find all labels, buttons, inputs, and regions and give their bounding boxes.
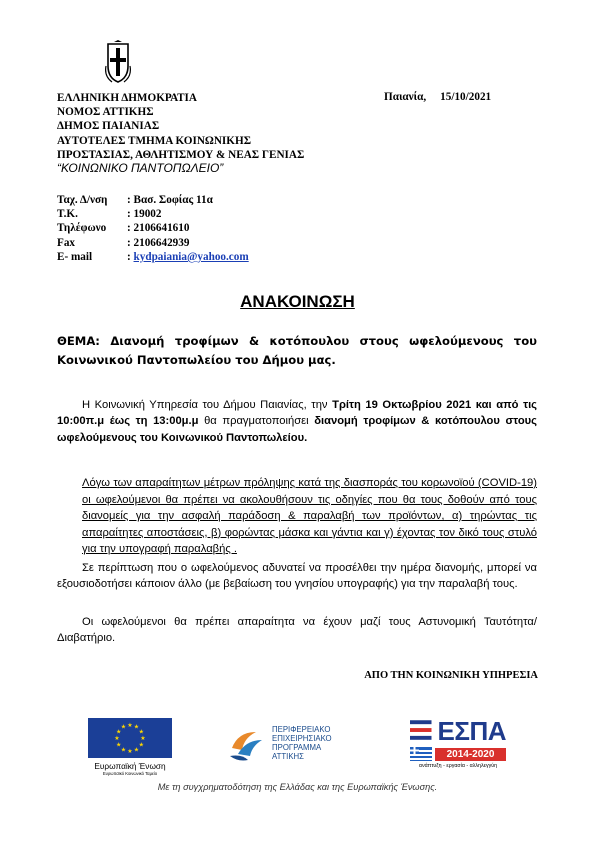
svg-text:★: ★: [114, 735, 120, 742]
p2-conditions: α) τηρώντας τις απαραίτητες αποστάσεις, β) φορώντας μάσκα και γάντια και γ) έχοντας τον δικό τους στυλό για την υπογραφή παραλαβής .: [82, 510, 537, 555]
svg-text:★: ★: [116, 728, 122, 736]
contact-row: [57, 193, 249, 207]
svg-text:★: ★: [127, 748, 133, 755]
greek-emblem-icon: [104, 40, 132, 84]
date: 15/10/2021: [440, 91, 492, 103]
contact-label: Ταχ. Δ/νση: [57, 194, 108, 206]
contact-value: : 2106642939: [127, 236, 190, 249]
attica-line: ΕΠΙΧΕΙΡΗΣΙΑΚΟ: [272, 734, 332, 743]
p1-emphasis: διανομή τροφίμων & κοτόπουλου στους ωφελούμενους του Κοινωνικού Παντοπωλείου.: [57, 415, 537, 444]
eu-subcaption: Ευρωπαϊκό Κοινωνικό Ταμείο: [102, 771, 158, 776]
pantopoleio-label: “ΚΟΙΝΩΝΙΚΟ ΠΑΝΤΟΠΩΛΕΙΟ”: [57, 161, 224, 175]
espa-mark-icon: [410, 718, 432, 744]
eu-flag-icon: [88, 718, 172, 758]
attica-line: ΠΡΟΓΡΑΜΜΑ: [272, 743, 322, 752]
svg-text:★: ★: [127, 722, 133, 729]
attica-text: [272, 725, 332, 761]
espa-logo: [410, 717, 506, 769]
signature: ΑΠΟ ΤΗΝ ΚΟΙΝΩΝΙΚΗ ΥΠΗΡΕΣΙΑ: [364, 670, 538, 681]
header-line: ΔΗΜΟΣ ΠΑΙΑΝΙΑΣ: [57, 120, 160, 133]
contact-label: E- mail: [57, 250, 93, 263]
contact-label: Τ.Κ.: [57, 208, 78, 221]
p2-text: Λόγω των απαραίτητων μέτρων πρόληψης κατά της διασποράς του κορωνοϊού (COVID-19) οι ωφελούμενοι θα πρέπει να ακολουθήσουν τις οδηγίες που θα τους δοθούν από τους διανομείς για την ασφαλή παράδοση & παραλαβή των προϊόντων,: [82, 477, 537, 522]
svg-text:★: ★: [138, 728, 144, 736]
contact-value: : Βασ. Σοφίας 11α: [127, 194, 213, 206]
greek-flag-icon: [410, 747, 432, 761]
contact-prefix: :: [127, 250, 134, 263]
svg-text:★: ★: [116, 741, 122, 749]
p1-text: θα πραγματοποιήσει: [198, 415, 315, 428]
espa-subtitle: ανάπτυξη - εργασία - αλληλεγγύη: [418, 763, 498, 769]
contact-block: [57, 193, 249, 264]
header-line: ΑΥΤΟΤΕΛΕΣ ΤΜΗΜΑ ΚΟΙΝΩΝΙΚΗΣ: [57, 134, 252, 147]
header-line: ΠΡΟΣΤΑΣΙΑΣ, ΑΘΛΗΤΙΣΜΟΥ & ΝΕΑΣ ΓΕΝΙΑΣ: [57, 148, 305, 161]
email-link[interactable]: kydpaiania@yahoo.com: [133, 250, 249, 263]
attica-line: ΑΤΤΙΚΗΣ: [272, 752, 304, 761]
svg-text:★: ★: [120, 746, 127, 754]
svg-text:★: ★: [133, 723, 140, 731]
contact-row: [57, 221, 249, 235]
cofunding-note: Με τη συγχρηματοδότηση της Ελλάδας και της Ευρωπαϊκής Ένωσης.: [157, 782, 438, 792]
announcement-title: ΑΝΑΚΟΙΝΩΣΗ: [240, 292, 355, 311]
eu-caption: Ευρωπαϊκή Ένωση: [94, 761, 166, 771]
contact-row: [57, 207, 249, 221]
contact-value: : 2106641610: [127, 222, 190, 235]
eu-logo: [88, 718, 172, 776]
svg-text:★: ★: [138, 741, 144, 749]
contact-value: : 19002: [127, 208, 162, 221]
paragraph-authorization: Σε περίπτωση που ο ωφελούμενος αδυνατεί να προσέλθει την ημέρα διανομής, μπορεί να εξουσιοδοτήσει κάποιον άλλο (με βεβαίωση του γνησίου υπογραφής) για την παραλαβή τους.: [57, 562, 537, 591]
contact-row: [57, 236, 249, 250]
p1-date: Τρίτη 19 Οκτωβρίου 2021 και από τις 10:00π.μ έως τη 13:00μ.μ: [57, 399, 538, 428]
espa-title: ΕΣΠΑ: [437, 716, 506, 746]
paragraph-distribution: [57, 397, 537, 446]
place-date: [384, 91, 491, 103]
svg-text:★: ★: [140, 735, 146, 742]
contact-label: Τηλέφωνο: [57, 222, 107, 235]
svg-text:★: ★: [133, 746, 140, 754]
paragraph-measures: [82, 475, 537, 558]
issuer-header: [57, 91, 317, 162]
contact-label: Fax: [57, 236, 76, 249]
attica-program-logo: [228, 722, 368, 764]
place: Παιανία,: [384, 91, 427, 103]
subject-line: ΘΕΜΑ: Διανομή τροφίμων & κοτόπουλου στους ωφελούμενους του Κοινωνικού Παντοπωλείου του Δήμου μας.: [57, 334, 537, 367]
p1-text: Η Κοινωνική Υπηρεσία του Δήμου Παιανίας, την: [82, 399, 333, 411]
header-line: ΝΟΜΟΣ ΑΤΤΙΚΗΣ: [57, 106, 154, 119]
contact-row: [57, 250, 249, 264]
attica-swirl-icon: [228, 724, 266, 762]
attica-line: ΠΕΡΙΦΕΡΕΙΑΚΟ: [272, 725, 331, 734]
svg-text:★: ★: [120, 723, 127, 731]
espa-years: 2014-2020: [435, 748, 506, 761]
paragraph-id: Οι ωφελούμενοι θα πρέπει απαραίτητα να έχουν μαζί τους Αστυνομική Ταυτότητα/Διαβατήριο.: [57, 616, 537, 645]
header-line: ΕΛΛΗΝΙΚΗ ΔΗΜΟΚΡΑΤΙΑ: [57, 92, 197, 104]
